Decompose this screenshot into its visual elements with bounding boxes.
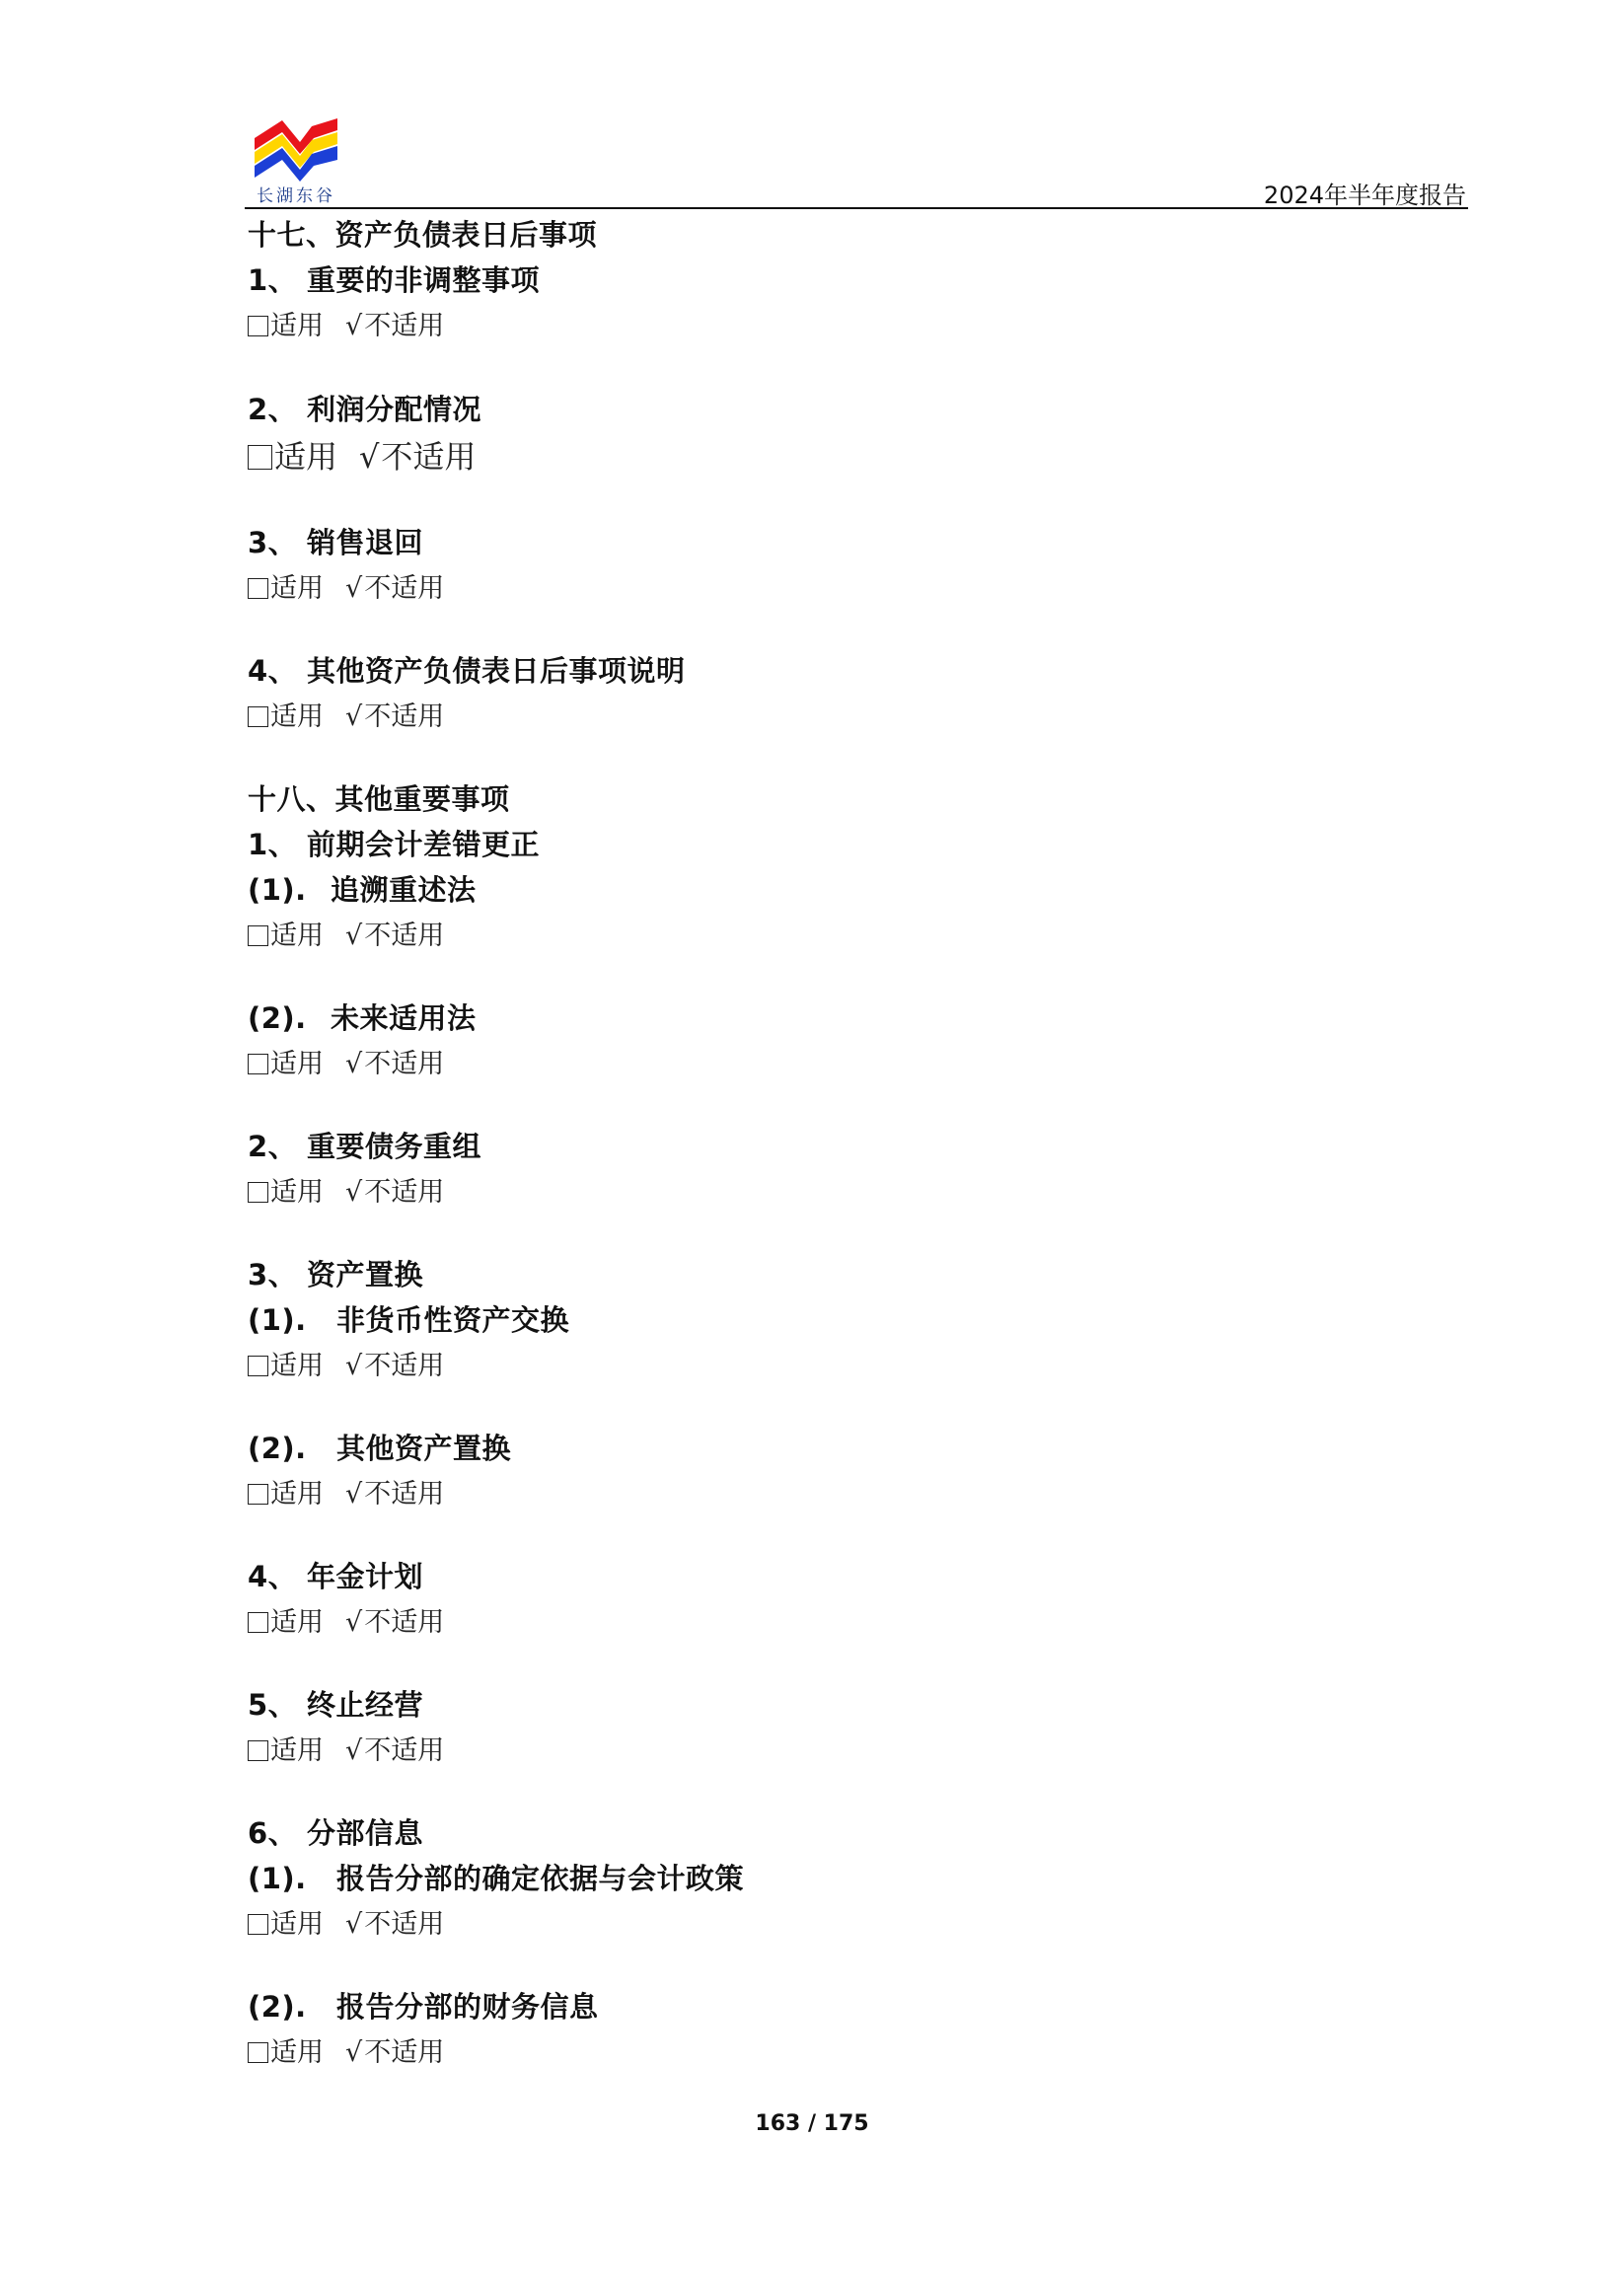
not-applicable-label: 不适用 (364, 2037, 445, 2068)
logo-text: 长湖东谷 (257, 186, 335, 206)
item-title: 其他资产负债表日后事项说明 (307, 654, 686, 688)
item-title: 重要的非调整事项 (307, 263, 541, 297)
applicable-label: 适用 (270, 1351, 324, 1381)
item-number: 4、 (248, 1560, 298, 1593)
applicable-label: 适用 (274, 438, 338, 476)
check-mark-icon: √ (345, 1479, 363, 1510)
applicable-label: 适用 (270, 2037, 324, 2068)
item-number: 3、 (248, 1258, 298, 1291)
check-mark-icon: √ (345, 921, 363, 951)
not-applicable-label: 不适用 (364, 701, 445, 732)
report-title: 2024年半年度报告 (1263, 182, 1466, 209)
item-heading (248, 388, 481, 428)
item-title: 销售退回 (307, 526, 424, 559)
applicable-label: 适用 (270, 921, 324, 951)
applicability-row (248, 1344, 444, 1382)
item-number: 2、 (248, 393, 298, 426)
sub-item-title: 其他资产置换 (336, 1432, 512, 1465)
checkbox-unchecked-icon (248, 706, 268, 727)
item-heading (248, 1683, 423, 1724)
not-applicable-label: 不适用 (364, 1909, 445, 1940)
item-title: 资产置换 (307, 1258, 424, 1291)
applicable-label: 适用 (270, 573, 324, 604)
section-18-title: 十八、其他重要事项 (248, 782, 510, 816)
item-title: 分部信息 (307, 1816, 424, 1850)
sub-item-heading (248, 1985, 599, 2026)
item-heading (248, 823, 540, 863)
sub-item-heading (248, 1427, 511, 1467)
applicability-row (248, 695, 444, 733)
sub-item-title: 报告分部的确定依据与会计政策 (336, 1862, 745, 1895)
check-mark-icon: √ (345, 1177, 363, 1208)
applicability-row (248, 914, 444, 952)
item-heading (248, 1811, 423, 1852)
item-number: 3、 (248, 526, 298, 559)
item-number: 1、 (248, 263, 298, 297)
checkbox-unchecked-icon (248, 1054, 268, 1074)
check-mark-icon: √ (345, 701, 363, 732)
applicability-row (248, 2030, 444, 2069)
item-heading (248, 649, 686, 690)
applicability-row (248, 566, 444, 605)
item-heading (248, 521, 423, 561)
applicable-label: 适用 (270, 1735, 324, 1766)
not-applicable-label: 不适用 (364, 921, 445, 951)
checkbox-unchecked-icon (248, 316, 268, 336)
sub-item-title: 追溯重述法 (331, 873, 477, 907)
checkbox-unchecked-icon (248, 578, 268, 599)
checkbox-unchecked-icon (248, 1182, 268, 1203)
logo-wave-icon (253, 116, 339, 182)
check-mark-icon: √ (345, 573, 363, 604)
item-title: 利润分配情况 (307, 393, 482, 426)
check-mark-icon: √ (345, 1909, 363, 1940)
not-applicable-label: 不适用 (381, 438, 477, 476)
applicable-label: 适用 (270, 701, 324, 732)
item-number: 4、 (248, 654, 298, 688)
check-mark-icon: √ (345, 1049, 363, 1079)
sub-item-number: (2). (248, 1990, 307, 2024)
check-mark-icon: √ (359, 438, 380, 476)
applicability-row (248, 432, 476, 478)
applicability-row (248, 1472, 444, 1511)
not-applicable-label: 不适用 (364, 311, 445, 341)
sub-item-title: 非货币性资产交换 (336, 1303, 570, 1337)
checkbox-unchecked-icon (248, 1740, 268, 1761)
item-heading (248, 1125, 481, 1165)
check-mark-icon: √ (345, 1607, 363, 1638)
sub-item-title: 未来适用法 (331, 1001, 477, 1035)
not-applicable-label: 不适用 (364, 1735, 445, 1766)
applicable-label: 适用 (270, 1049, 324, 1079)
item-number: 2、 (248, 1130, 298, 1163)
checkbox-unchecked-icon (248, 1612, 268, 1633)
item-heading (248, 1253, 423, 1293)
applicability-row (248, 1042, 444, 1080)
sub-item-title: 报告分部的财务信息 (336, 1990, 599, 2024)
item-title: 前期会计差错更正 (307, 828, 541, 861)
header-divider (245, 207, 1468, 209)
checkbox-unchecked-icon (248, 445, 272, 470)
item-heading (248, 1555, 423, 1595)
sub-item-number: (1). (248, 873, 307, 907)
checkbox-unchecked-icon (248, 1914, 268, 1935)
sub-item-heading (248, 1298, 569, 1339)
sub-item-number: (2). (248, 1001, 307, 1035)
check-mark-icon: √ (345, 2037, 363, 2068)
sub-item-number: (1). (248, 1303, 307, 1337)
not-applicable-label: 不适用 (364, 1049, 445, 1079)
not-applicable-label: 不适用 (364, 1351, 445, 1381)
item-number: 1、 (248, 828, 298, 861)
applicable-label: 适用 (270, 1607, 324, 1638)
item-title: 年金计划 (307, 1560, 424, 1593)
applicable-label: 适用 (270, 311, 324, 341)
item-title: 终止经营 (307, 1688, 424, 1722)
checkbox-unchecked-icon (248, 925, 268, 946)
not-applicable-label: 不适用 (364, 1479, 445, 1510)
applicable-label: 适用 (270, 1177, 324, 1208)
applicability-row (248, 1729, 444, 1767)
applicability-row (248, 1902, 444, 1941)
item-title: 重要债务重组 (307, 1130, 482, 1163)
sub-item-number: (1). (248, 1862, 307, 1895)
item-heading (248, 258, 540, 299)
checkbox-unchecked-icon (248, 2042, 268, 2063)
applicable-label: 适用 (270, 1909, 324, 1940)
check-mark-icon: √ (345, 311, 363, 341)
item-number: 6、 (248, 1816, 298, 1850)
company-logo (253, 116, 339, 206)
applicability-row (248, 1600, 444, 1639)
sub-item-heading (248, 868, 477, 909)
applicable-label: 适用 (270, 1479, 324, 1510)
check-mark-icon: √ (345, 1351, 363, 1381)
checkbox-unchecked-icon (248, 1356, 268, 1376)
check-mark-icon: √ (345, 1735, 363, 1766)
not-applicable-label: 不适用 (364, 1607, 445, 1638)
not-applicable-label: 不适用 (364, 1177, 445, 1208)
checkbox-unchecked-icon (248, 1484, 268, 1505)
page-number: 163 / 175 (755, 2111, 869, 2136)
sub-item-heading (248, 996, 477, 1037)
item-number: 5、 (248, 1688, 298, 1722)
section-17-title: 十七、资产负债表日后事项 (248, 218, 598, 252)
sub-item-number: (2). (248, 1432, 307, 1465)
sub-item-heading (248, 1857, 744, 1897)
applicability-row (248, 1170, 444, 1209)
applicability-row (248, 304, 444, 342)
not-applicable-label: 不适用 (364, 573, 445, 604)
